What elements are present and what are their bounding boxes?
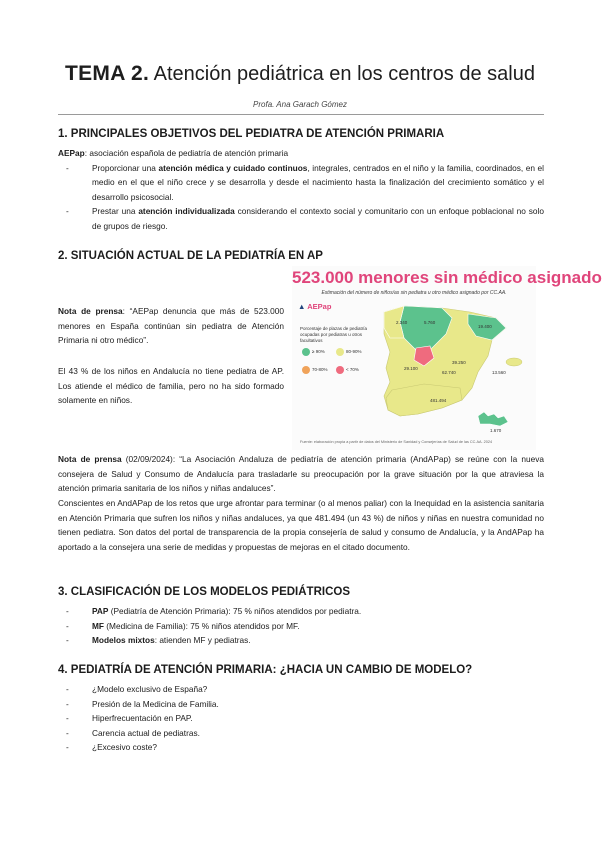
section-4-heading: 4. PEDIATRÍA DE ATENCIÓN PRIMARIA: ¿HACIA UN CAMBIO DE MODELO?: [58, 664, 473, 676]
infographic: [292, 266, 602, 450]
map-region-label: 1.670: [490, 428, 502, 433]
section-2-heading: 2. SITUACIÓN ACTUAL DE LA PEDIATRÍA EN AP: [58, 250, 323, 262]
map-canarias: [478, 412, 508, 426]
aepap-logo: ▲ AEPap: [298, 302, 332, 311]
map-region-label: 2.340: [396, 320, 408, 325]
list-item: - Modelos mixtos: atienden MF y pediatras.: [58, 633, 544, 648]
list-item: - ¿Modelo exclusivo de España?: [58, 682, 544, 697]
legend-label: 80-90%: [346, 349, 362, 355]
map-region-label: 29.100: [404, 366, 418, 371]
list-item: - MF (Medicina de Familia): 75 % niños atendidos por MF.: [58, 619, 544, 634]
legend-title: Porcentaje de plazas de pediatría ocupadas por pediatras u otros facultativos: [300, 326, 368, 343]
map-region-andalucia: [386, 384, 462, 416]
title-divider: [58, 114, 544, 115]
map-region-label: 5.760: [424, 320, 436, 325]
press-note-1: Nota de prensa: “AEPap denuncia que más de 523.000 menores en España continúan sin pediatra de Atención Primaria ni otro médico”.: [58, 306, 284, 345]
list-item: - Proporcionar una atención médica y cuidado continuos, integrales, centrados en el niño y la familia, coordinados, en el medio en el que el niño crece y se desarrolla y desde el nacimiento hasta la finalización del crecimiento somático y el desarrollo psicosocial.: [58, 161, 544, 205]
legend-swatch: [336, 366, 344, 374]
press-note-2: Nota de prensa (02/09/2024): “La Asociación Andaluza de pediatría de atención primaria (AndAPap) se reúne con la nueva consejera de Salud y Consumo de Andalucía para trasladarle su preocupación por la grave situación por la que atraviesa la atención primaria sanitaria de los niños y niñas andaluces”.: [58, 454, 544, 493]
list-item: - PAP (Pediatría de Atención Primaria): 75 % niños atendidos por pediatra.: [58, 604, 544, 619]
legend-label: 70-80%: [312, 367, 328, 373]
infographic-subtitle: Estimación del número de niños/as sin pediatra u otro médico asignado por CC.AA.: [321, 290, 507, 296]
legend-item: [336, 366, 359, 374]
list-item: - Presión de la Medicina de Familia.: [58, 697, 544, 712]
map-region-label: 19.400: [478, 324, 492, 329]
tema-label: TEMA 2.: [65, 62, 150, 85]
legend-swatch: [302, 348, 310, 356]
map-region-label: 13.560: [492, 370, 506, 375]
map-region-label: 62.740: [442, 370, 456, 375]
map-baleares: [506, 358, 522, 366]
legend-label: ≥ 90%: [312, 349, 325, 355]
list-item: - Prestar una atención individualizada considerando el contexto social y comunitario con un enfoque poblacional no solo de grupos de riesgo.: [58, 204, 544, 233]
infographic-source: Fuente: elaboración propia a partir de datos del Ministerio de Sanidad y Consejerías de Salud de las CC.AA. 2024: [300, 440, 493, 444]
change-model-list: [58, 682, 544, 755]
list-item: - Carencia actual de pediatras.: [58, 726, 544, 741]
section-1-body: [58, 146, 544, 233]
aepap-definition: AEPap: asociación española de pediatría de atención primaria: [58, 148, 289, 158]
andapap-paragraph: Conscientes en AndAPap de los retos que urge afrontar para terminar (o al menos paliar) con la Inequidad en la asistencia sanitaria en Atención Primaria que sufren los niños y niñas andaluces, ya que 481.494 (un 43 %) de niños y niñas en nuestra comunidad no tienen pediatra. Son datos del portal de transparencia de la propia consejería de salud y consumo de Andalucía, y la AndAPap ha aportado a la consejera una serie de medidas y propuestas de mejoras en el citado documento.: [58, 498, 544, 552]
legend-swatch: [336, 348, 344, 356]
section-3-heading: 3. CLASIFICACIÓN DE LOS MODELOS PEDIÁTRICOS: [58, 586, 350, 598]
legend-item: [302, 366, 328, 374]
map-region-label: 39.250: [452, 360, 466, 365]
legend-swatch: [302, 366, 310, 374]
section-1-heading: 1. PRINCIPALES OBJETIVOS DEL PEDIATRA DE ATENCIÓN PRIMARIA: [58, 128, 445, 140]
legend-item: [336, 348, 362, 356]
legend-label: < 70%: [346, 367, 359, 373]
andalucia-text: El 43 % de los niños en Andalucía no tiene pediatra de AP. Los atiende el médico de familia, pero no ha sido formado solamente en niños.: [58, 366, 284, 405]
list-item: - Hiperfrecuentación en PAP.: [58, 711, 544, 726]
page-title: [0, 62, 600, 86]
map-region-label: 481.494: [430, 398, 447, 403]
models-list: [58, 604, 544, 648]
list-item: - ¿Excesivo coste?: [58, 740, 544, 755]
author: Profa. Ana Garach Gómez: [253, 100, 347, 109]
objectives-list: [58, 161, 544, 234]
legend-item: [302, 348, 325, 356]
infographic-title: 523.000 menores sin médico asignado: [292, 268, 602, 287]
tema-title: Atención pediátrica en los centros de salud: [153, 63, 535, 85]
